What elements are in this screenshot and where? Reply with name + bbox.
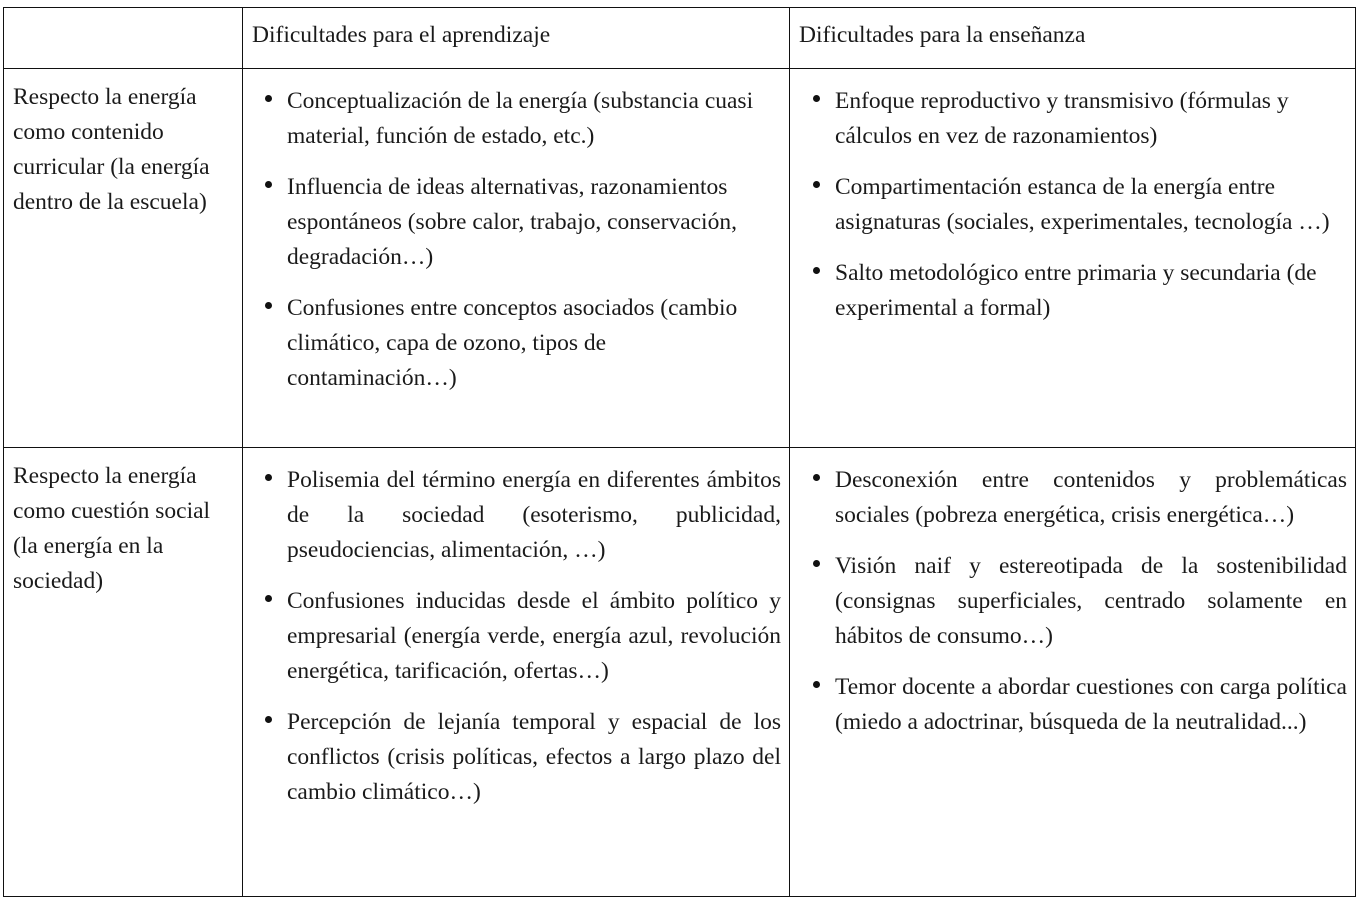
list-item: Salto metodológico entre primaria y secundaria (de experimental a formal) — [835, 256, 1347, 326]
cell-teaching-social — [790, 448, 1356, 897]
bullet-list — [243, 69, 789, 396]
table-row-curricular — [4, 69, 1356, 448]
list-item: Polisemia del término energía en diferentes ámbitos de la sociedad (esoterismo, publicidad, pseudociencias, alimentación, …) — [287, 463, 781, 568]
list-item: Compartimentación estanca de la energía entre asignaturas (sociales, experimentales, tecnología …) — [835, 170, 1347, 240]
row-header-social: Respecto la energía como cuestión social (la energía en la sociedad) — [4, 448, 243, 897]
cell-learning-curricular — [243, 69, 790, 448]
list-item: Influencia de ideas alternativas, razonamientos espontáneos (sobre calor, trabajo, conservación, degradación…) — [287, 170, 781, 275]
corner-cell — [4, 8, 243, 69]
list-item: Temor docente a abordar cuestiones con carga política (miedo a adoctrinar, búsqueda de la neutralidad...) — [835, 670, 1347, 740]
difficulties-table — [3, 7, 1356, 897]
cell-learning-social — [243, 448, 790, 897]
bullet-list — [790, 448, 1355, 740]
bullet-list — [790, 69, 1355, 326]
row-header-curricular: Respecto la energía como contenido curricular (la energía dentro de la escuela) — [4, 69, 243, 448]
column-header-learning: Dificultades para el aprendizaje — [243, 8, 790, 69]
list-item: Desconexión entre contenidos y problemáticas sociales (pobreza energética, crisis energética…) — [835, 463, 1347, 533]
list-item: Visión naif y estereotipada de la sostenibilidad (consignas superficiales, centrado solamente en hábitos de consumo…) — [835, 549, 1347, 654]
column-header-teaching: Dificultades para la enseñanza — [790, 8, 1356, 69]
list-item: Enfoque reproductivo y transmisivo (fórmulas y cálculos en vez de razonamientos) — [835, 84, 1347, 154]
list-item: Conceptualización de la energía (substancia cuasi material, función de estado, etc.) — [287, 84, 781, 154]
table-row-social — [4, 448, 1356, 897]
header-row — [4, 8, 1356, 69]
bullet-list — [243, 448, 789, 810]
list-item: Confusiones inducidas desde el ámbito político y empresarial (energía verde, energía azul, revolución energética, tarificación, ofertas…) — [287, 584, 781, 689]
list-item: Confusiones entre conceptos asociados (cambio climático, capa de ozono, tipos de contaminación…) — [287, 291, 781, 396]
list-item: Percepción de lejanía temporal y espacial de los conflictos (crisis políticas, efectos a largo plazo del cambio climático…) — [287, 705, 781, 810]
cell-teaching-curricular — [790, 69, 1356, 448]
